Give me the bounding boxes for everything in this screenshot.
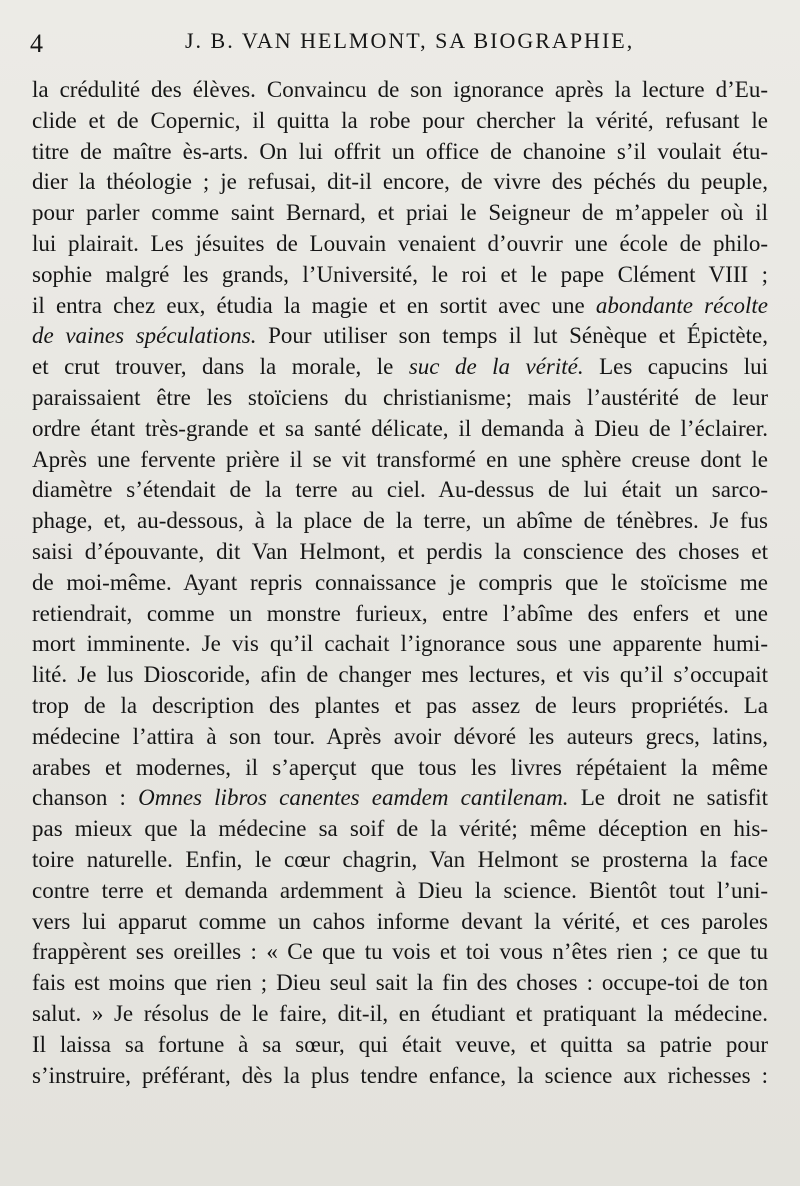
- text-segment: lui plairait. Les jésuites de Louvain venaient d’ouvrir une école de philo-: [32, 230, 768, 256]
- text-line: [32, 629, 768, 660]
- text-segment: frappèrent ses oreilles : « Ce que tu vois et toi vous n’êtes rien ; ce que tu: [32, 939, 768, 965]
- text-line: [32, 691, 768, 722]
- text-segment: dier la théologie ; je refusai, dit-il encore, de vivre des péchés du peuple,: [32, 169, 768, 195]
- text-line: [32, 660, 768, 691]
- text-segment: titre de maître ès-arts. On lui offrit un office de chanoine s’il voulait étu-: [32, 138, 768, 164]
- text-segment: chanson :: [32, 785, 139, 811]
- text-line: [32, 383, 768, 414]
- text-line: [32, 907, 768, 938]
- text-line: [32, 999, 768, 1030]
- text-line: [32, 1030, 768, 1061]
- text-line: [32, 198, 768, 229]
- text-segment: Il laissa sa fortune à sa sœur, qui était veuve, et quitta sa patrie pour: [32, 1031, 768, 1057]
- body-text: [32, 75, 768, 1091]
- text-line: [32, 537, 768, 568]
- running-head: J. B. VAN HELMONT, SA BIOGRAPHIE,: [185, 28, 635, 53]
- text-segment: paraissaient être les stoïciens du christianisme; mais l’austérité de leur: [32, 384, 768, 410]
- text-segment: saisi d’épouvante, dit Van Helmont, et perdis la conscience des choses et: [32, 538, 768, 564]
- text-segment: contre terre et demanda ardemment à Dieu la science. Bientôt tout l’uni-: [32, 877, 768, 903]
- text-line: [32, 75, 768, 106]
- text-segment: lité. Je lus Dioscoride, afin de changer mes lectures, et vis qu’il s’occupait: [32, 662, 768, 688]
- text-segment: salut. » Je résolus de le faire, dit-il, en étudiant et pratiquant la médecine.: [32, 1000, 768, 1026]
- text-segment: toire naturelle. Enfin, le cœur chagrin, Van Helmont se prosterna la face: [32, 846, 768, 872]
- text-segment: retiendrait, comme un monstre furieux, entre l’abîme des enfers et une: [32, 600, 768, 626]
- italic-text-segment: abondante récolte: [595, 292, 768, 318]
- text-line: [32, 814, 768, 845]
- text-line: [32, 599, 768, 630]
- text-line: [32, 291, 768, 322]
- text-segment: arabes et modernes, il s’aperçut que tous les livres répétaient la même: [32, 754, 768, 780]
- text-segment: pas mieux que la médecine sa soif de la vérité; même déception en his-: [32, 816, 768, 842]
- text-line: [32, 260, 768, 291]
- text-segment: clide et de Copernic, il quitta la robe pour chercher la vérité, refusant le: [32, 107, 768, 133]
- italic-text-segment: suc de la vérité.: [408, 354, 584, 380]
- text-line: [32, 414, 768, 445]
- text-line: [32, 568, 768, 599]
- text-segment: Pour utiliser son temps il lut Sénèque et Épictète,: [256, 323, 768, 349]
- text-segment: ordre étant très-grande et sa santé délicate, il demanda à Dieu de l’éclairer.: [32, 415, 768, 441]
- text-line: [32, 321, 768, 352]
- text-line: [32, 475, 768, 506]
- text-line: [32, 845, 768, 876]
- text-line: [32, 783, 768, 814]
- text-line: [32, 229, 768, 260]
- text-segment: il entra chez eux, étudia la magie et en sortit avec une: [32, 292, 596, 318]
- text-line: [32, 968, 768, 999]
- text-line: [32, 753, 768, 784]
- text-line: [32, 445, 768, 476]
- text-segment: fais est moins que rien ; Dieu seul sait la fin des choses : occupe-toi de ton: [32, 970, 768, 996]
- text-segment: Après une fervente prière il se vit transformé en une sphère creuse dont le: [32, 446, 768, 472]
- text-line: [32, 167, 768, 198]
- text-line: [32, 506, 768, 537]
- italic-text-segment: de vaines spéculations.: [32, 323, 257, 349]
- text-segment: vers lui apparut comme un cahos informe devant la vérité, et ces paroles: [32, 908, 768, 934]
- text-segment: la crédulité des élèves. Convaincu de son ignorance après la lecture d’Eu-: [32, 77, 768, 102]
- text-line: [32, 937, 768, 968]
- text-segment: pour parler comme saint Bernard, et priai le Seigneur de m’appeler où il: [32, 200, 768, 226]
- text-segment: s’instruire, préférant, dès la plus tendre enfance, la science aux richesses :: [32, 1062, 768, 1088]
- text-line: [32, 722, 768, 753]
- text-segment: Le droit ne satisfit: [568, 785, 768, 811]
- text-line: [32, 876, 768, 907]
- page-number: 4: [30, 29, 43, 58]
- text-line: [32, 137, 768, 168]
- text-segment: phage, et, au-dessous, à la place de la terre, un abîme de ténèbres. Je fus: [32, 508, 768, 534]
- text-segment: et crut trouver, dans la morale, le: [32, 354, 409, 380]
- text-segment: sophie malgré les grands, l’Université, le roi et le pape Clément VIII ;: [32, 261, 768, 287]
- text-segment: trop de la description des plantes et pas assez de leurs propriétés. La: [32, 692, 768, 718]
- text-line: [32, 106, 768, 137]
- text-segment: diamètre s’étendait de la terre au ciel. Au-dessus de lui était un sarco-: [32, 477, 768, 503]
- text-line: [32, 352, 768, 383]
- text-segment: médecine l’attira à son tour. Après avoir dévoré les auteurs grecs, latins,: [32, 723, 768, 749]
- text-line: [32, 1061, 768, 1092]
- text-segment: Les capucins lui: [583, 354, 768, 380]
- italic-text-segment: Omnes libros canentes eamdem cantilenam.: [138, 785, 569, 811]
- text-segment: mort imminente. Je vis qu’il cachait l’ignorance sous une apparente humi-: [32, 631, 768, 657]
- text-segment: de moi-même. Ayant repris connaissance je compris que le stoïcisme me: [32, 569, 768, 595]
